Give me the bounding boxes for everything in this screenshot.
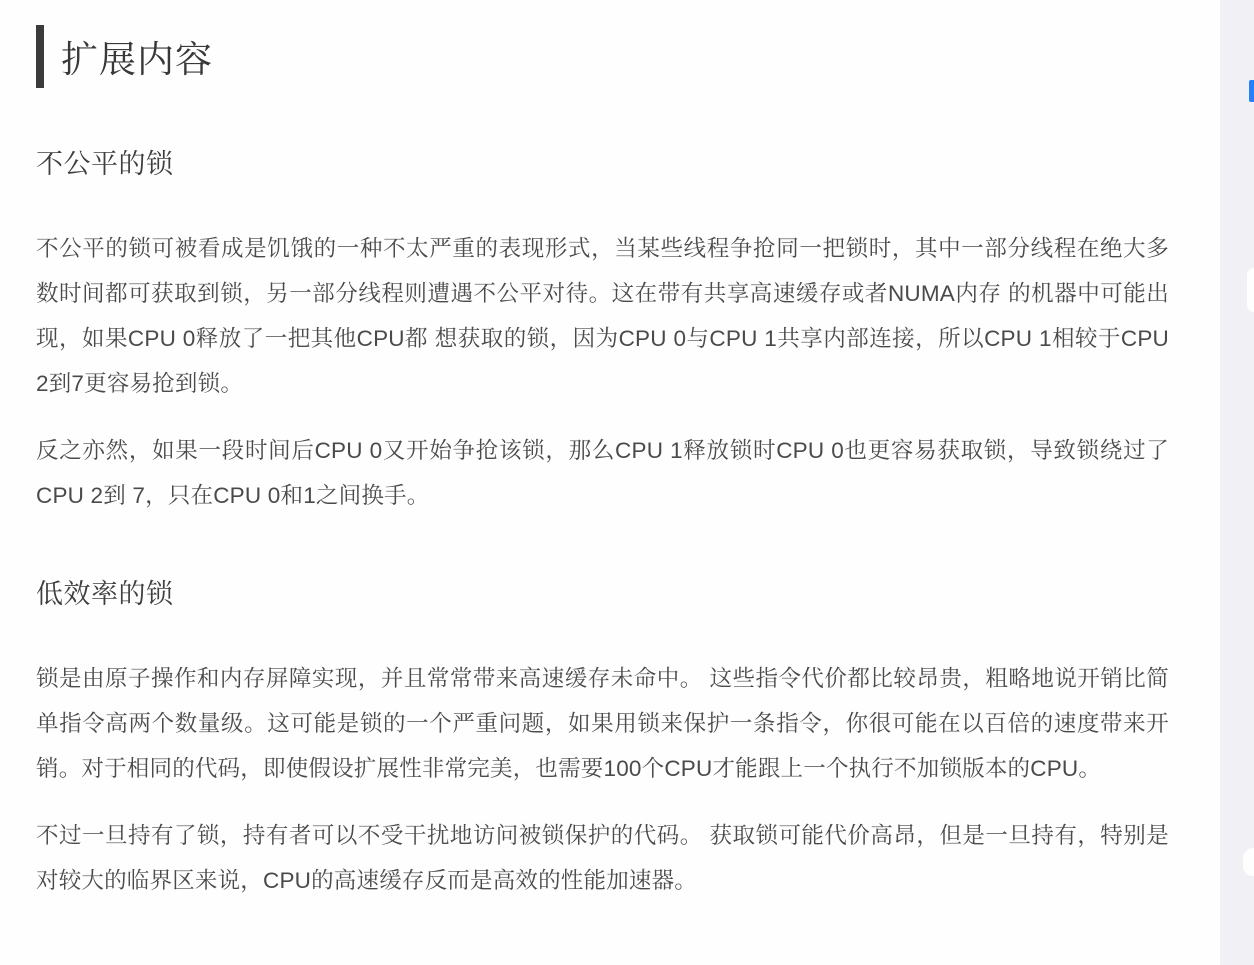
page-right-gutter <box>1220 0 1254 965</box>
title-accent-bar <box>36 25 44 88</box>
floating-button-partial-bottom[interactable] <box>1243 848 1254 876</box>
paragraph-unfair-locks-2: 反之亦然，如果一段时间后CPU 0又开始争抢该锁，那么CPU 1释放锁时CPU 0也更容易获取锁，导致锁绕过了CPU 2到 7，只在CPU 0和1之间换手。 <box>36 438 1169 508</box>
page-title: 扩展内容 <box>61 39 213 80</box>
floating-button-partial-top[interactable] <box>1247 268 1254 312</box>
heading-unfair-locks: 不公平的锁 <box>36 149 174 179</box>
paragraph-inefficient-locks-2: 不过一旦持有了锁，持有者可以不受干扰地访问被锁保护的代码。 获取锁可能代价高昂，但是一旦持有，特别是对较大的临界区来说，CPU的高速缓存反而是高效的性能加速器。 <box>36 823 1169 893</box>
paragraph-inefficient-locks-1: 锁是由原子操作和内存屏障实现，并且常常带来高速缓存未命中。 这些指令代价都比较昂贵，粗略地说开销比简单指令高两个数量级。这可能是锁的一个严重问题，如果用锁来保护一条指令，你很可能在以百倍的速度带来开销。对于相同的代码，即使假设扩展性非常完美，也需要100个CPU才能跟上一个执行不加锁版本的CPU。 <box>36 666 1169 781</box>
paragraph-unfair-locks-1: 不公平的锁可被看成是饥饿的一种不太严重的表现形式，当某些线程争抢同一把锁时，其中一部分线程在绝大多数时间都可获取到锁，另一部分线程则遭遇不公平对待。这在带有共享高速缓存或者NUMA内存 的机器中可能出现，如果CPU 0释放了一把其他CPU都 想获取的锁，因为CPU 0与CPU 1共享内部连接，所以CPU 1相较于CPU 2到7更容易抢到锁。 <box>36 236 1169 396</box>
scroll-position-marker[interactable] <box>1249 80 1254 102</box>
article-content <box>36 24 1169 903</box>
page-title-block <box>36 24 1169 88</box>
heading-inefficient-locks: 低效率的锁 <box>36 579 174 609</box>
